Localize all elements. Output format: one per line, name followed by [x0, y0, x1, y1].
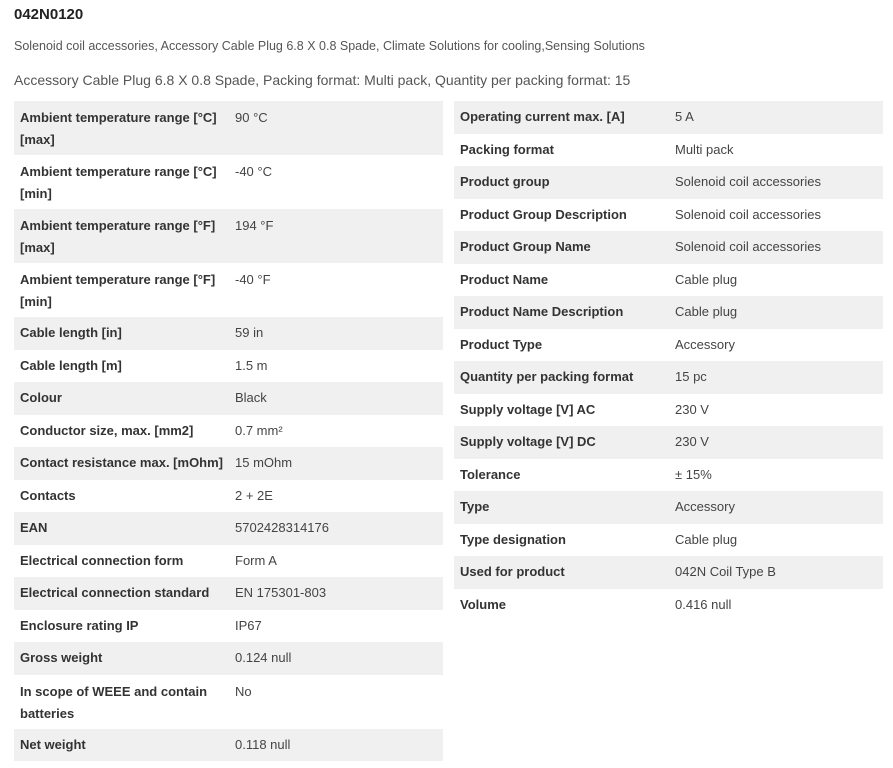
spec-value: 59 in	[235, 325, 264, 340]
spec-value: Cable plug	[675, 304, 738, 319]
spec-row	[454, 589, 883, 622]
spec-row	[14, 447, 443, 480]
spec-label: Packing format	[460, 141, 554, 157]
spec-row	[454, 524, 883, 557]
spec-row	[14, 101, 443, 155]
spec-label: Type designation	[460, 531, 566, 547]
spec-row	[454, 166, 883, 199]
spec-row	[454, 231, 883, 264]
spec-row	[454, 199, 883, 232]
spec-value: 194 °F	[235, 218, 274, 233]
spec-value: No	[235, 683, 252, 699]
spec-row	[454, 329, 883, 362]
spec-label: EAN	[20, 520, 48, 535]
spec-value: 5 A	[675, 109, 694, 124]
spec-value: 15 pc	[675, 369, 707, 384]
spec-row	[14, 155, 443, 209]
spec-label: Enclosure rating IP	[20, 617, 139, 633]
spec-value: IP67	[235, 617, 262, 633]
spec-label: Volume	[460, 596, 506, 612]
product-summary: Accessory Cable Plug 6.8 X 0.8 Spade, Packing format: Multi pack, Quantity per packing format: 15	[14, 72, 631, 88]
spec-value: 0.118 null	[235, 736, 291, 752]
spec-table-left	[14, 101, 443, 761]
spec-row	[14, 317, 443, 350]
spec-value: -40 °F	[235, 272, 271, 287]
spec-value: Black	[235, 390, 267, 405]
product-code: 042N0120	[14, 6, 84, 23]
spec-row	[14, 350, 443, 383]
spec-label: Cable length [in]	[20, 325, 122, 340]
spec-label: Supply voltage [V] AC	[460, 401, 596, 417]
spec-value: 0.7 mm²	[235, 422, 283, 438]
spec-row	[454, 394, 883, 427]
spec-label: Conductor size, max. [mm2]	[20, 422, 194, 438]
spec-row	[14, 415, 443, 448]
spec-row	[14, 209, 443, 263]
spec-label: Product Name	[460, 271, 549, 287]
spec-value: Multi pack	[675, 141, 734, 157]
spec-value: Form A	[235, 552, 277, 568]
spec-value: 230 V	[675, 401, 709, 417]
spec-value: -40 °C	[235, 164, 272, 179]
spec-label: Ambient temperature range [°F] [min]	[20, 272, 216, 309]
spec-value: 230 V	[675, 434, 709, 449]
spec-row	[14, 545, 443, 578]
spec-value: 15 mOhm	[235, 455, 293, 470]
spec-value: Cable plug	[675, 271, 738, 287]
spec-row	[454, 459, 883, 492]
spec-label: Ambient temperature range [°C] [max]	[20, 110, 217, 147]
spec-value: 0.124 null	[235, 650, 292, 665]
spec-label: Ambient temperature range [°C] [min]	[20, 164, 217, 201]
spec-label: Used for product	[460, 564, 565, 579]
breadcrumb: Solenoid coil accessories, Accessory Cable Plug 6.8 X 0.8 Spade, Climate Solutions for cooling,Sensing Solutions	[14, 39, 645, 53]
spec-row	[454, 264, 883, 297]
spec-label: Product Group Name	[460, 239, 591, 254]
spec-value: Solenoid coil accessories	[675, 206, 821, 222]
spec-row	[14, 577, 443, 610]
spec-label: Contact resistance max. [mOhm]	[20, 455, 224, 470]
spec-label: Product Type	[460, 336, 543, 352]
spec-table-right	[454, 101, 883, 621]
spec-row	[454, 491, 883, 524]
spec-label: Ambient temperature range [°F] [max]	[20, 218, 216, 255]
spec-value: ± 15%	[675, 466, 712, 482]
spec-value: 042N Coil Type B	[675, 564, 776, 579]
spec-label: Product Name Description	[460, 304, 624, 319]
spec-row	[454, 426, 883, 459]
spec-value: Accessory	[675, 499, 735, 514]
spec-row	[14, 675, 443, 729]
spec-label: Colour	[20, 390, 62, 405]
spec-label: Gross weight	[20, 650, 103, 665]
spec-label: Type	[460, 499, 490, 514]
spec-label: Quantity per packing format	[460, 369, 634, 384]
spec-row	[14, 610, 443, 643]
spec-row	[454, 556, 883, 589]
spec-value: 1.5 m	[235, 357, 268, 373]
spec-row	[454, 296, 883, 329]
spec-row	[14, 729, 443, 762]
spec-label: In scope of WEEE and contain batteries	[20, 683, 208, 721]
spec-label: Operating current max. [A]	[460, 109, 625, 124]
spec-row	[454, 134, 883, 167]
spec-label: Cable length [m]	[20, 357, 122, 373]
spec-row	[14, 642, 443, 675]
spec-value: Solenoid coil accessories	[675, 174, 821, 189]
spec-value: EN 175301-803	[235, 585, 327, 600]
spec-label: Product group	[460, 174, 550, 189]
spec-label: Contacts	[20, 487, 76, 503]
spec-label: Electrical connection standard	[20, 585, 210, 600]
spec-row	[14, 382, 443, 415]
spec-value: Cable plug	[675, 531, 738, 547]
spec-label: Electrical connection form	[20, 552, 184, 568]
spec-row	[14, 512, 443, 545]
spec-label: Net weight	[20, 736, 86, 752]
spec-row	[14, 480, 443, 513]
spec-label: Supply voltage [V] DC	[460, 434, 596, 449]
spec-label: Product Group Description	[460, 206, 627, 222]
spec-value: 2 + 2E	[235, 487, 273, 503]
spec-value: Solenoid coil accessories	[675, 239, 821, 254]
spec-value: 0.416 null	[675, 596, 732, 612]
spec-label: Tolerance	[460, 466, 521, 482]
spec-row	[454, 361, 883, 394]
spec-row	[454, 101, 883, 134]
spec-value: 5702428314176	[235, 520, 329, 535]
spec-value: 90 °C	[235, 110, 268, 125]
spec-value: Accessory	[675, 336, 735, 352]
spec-row	[14, 263, 443, 317]
